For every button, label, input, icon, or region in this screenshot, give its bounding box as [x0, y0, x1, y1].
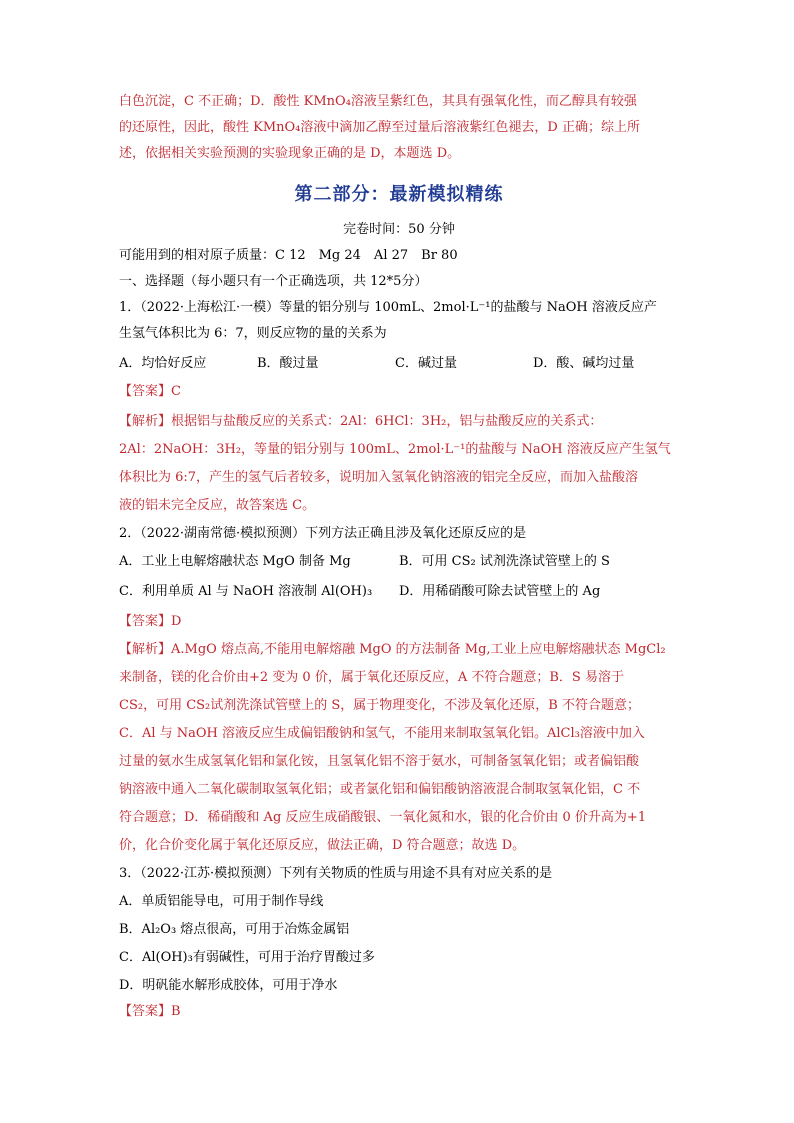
q1-answer: 【答案】C	[119, 384, 181, 399]
q1-analysis-line-4: 液的铝未完全反应，故答案选 C。	[119, 498, 316, 513]
q1-analysis-line-2: 2Al：2NaOH：3H₂，等量的铝分别与 100mL、2mol·L⁻¹的盐酸与 NaOH 溶液反应产生氢气	[119, 442, 671, 457]
q1-analysis-label: 【解析】	[119, 414, 172, 429]
q2-analysis-line-8: 价，化合价变化属于氧化还原反应，做法正确，D 符合题意；故选 D。	[119, 838, 526, 853]
part-heading: 一、选择题（每小题只有一个正确选项，共 12*5分）	[119, 274, 428, 289]
q2-option-a: A．工业上电解熔融状态 MgO 制备 Mg	[119, 554, 351, 569]
q2-analysis-line-5: 过量的氨水生成氢氧化铝和氯化铵，且氢氧化铝不溶于氨水，可制备氢氧化铝；或者偏铝酸	[119, 754, 640, 769]
q1-option-a: A．均恰好反应	[119, 356, 207, 371]
q2-analysis-line-7: 符合题意；D．稀硝酸和 Ag 反应生成硝酸银、一氧化氮和水，银的化合价由 0 价升高为+1	[119, 810, 647, 825]
q3-option-c: C．Al(OH)₃有弱碱性，可用于治疗胃酸过多	[119, 950, 375, 965]
q1-option-c: C．碱过量	[395, 356, 457, 371]
q3-option-d: D．明矾能水解形成胶体，可用于净水	[119, 978, 338, 993]
q1-option-d: D．酸、碱均过量	[533, 356, 635, 371]
q2-option-d: D．用稀硝酸可除去试管壁上的 Ag	[399, 584, 601, 599]
q3-option-b: B．Al₂O₃ 熔点很高，可用于冶炼金属铝	[119, 922, 350, 937]
q2-analysis-label: 【解析】	[119, 642, 172, 657]
q1-analysis-line-1	[119, 412, 602, 432]
q1-stem-line-1: 1．（2022·上海松江·一模）等量的铝分别与 100mL、2mol·L⁻¹的盐酸与 NaOH 溶液反应产	[119, 300, 657, 315]
q2-analysis-text-1: A.MgO 熔点高,不能用电解熔融 MgO 的方法制备 Mg,工业上应电解熔融状态 MgCl₂	[171, 642, 666, 657]
q2-analysis-line-2: 来制备，镁的化合价由+2 变为 0 价，属于氧化还原反应，A 不符合题意；B．S 易溶于	[119, 670, 624, 685]
q2-analysis-line-6: 钠溶液中通入二氧化碳制取氢氧化铝；或者氯化铝和偏铝酸钠溶液混合制取氢氧化铝，C 不	[119, 782, 641, 797]
q1-analysis-line-3: 体积比为 6:7，产生的氢气后者较多，说明加入氢氧化钠溶液的铝完全反应，而加入盐酸溶	[119, 470, 639, 485]
prev-line-2: 的还原性，因此，酸性 KMnO₄溶液中滴加乙醇至过量后溶液紫红色褪去，D 正确；综上所	[119, 120, 640, 135]
prev-line-1: 白色沉淀，C 不正确；D．酸性 KMnO₄溶液呈紫红色，其具有强氧化性，而乙醇具有较强	[119, 94, 637, 109]
atomic-masses: 可能用到的相对原子质量：C 12 Mg 24 Al 27 Br 80	[119, 248, 458, 263]
q2-answer: 【答案】D	[119, 614, 182, 629]
q1-analysis-text-1: 根据铝与盐酸反应的关系式：2Al：6HCl：3H₂，铝与盐酸反应的关系式：	[171, 414, 603, 429]
q1-stem-line-2: 生氢气体积比为 6：7，则反应物的量的关系为	[119, 326, 387, 341]
q2-option-c: C．利用单质 Al 与 NaOH 溶液制 Al(OH)₃	[119, 584, 373, 599]
q3-answer: 【答案】B	[119, 1004, 181, 1019]
q3-stem: 3．（2022·江苏·模拟预测）下列有关物质的性质与用途不具有对应关系的是	[119, 866, 553, 881]
q2-option-b: B．可用 CS₂ 试剂洗涤试管壁上的 S	[399, 554, 610, 569]
q2-analysis-line-1	[119, 640, 666, 660]
q3-option-a: A．单质铝能导电，可用于制作导线	[119, 894, 324, 909]
q2-analysis-line-3: CS₂，可用 CS₂试剂洗涤试管壁上的 S，属于物理变化，不涉及氧化还原，B 不符合题意；	[119, 698, 640, 713]
section-title: 第二部分：最新模拟精练	[294, 184, 504, 205]
time-note: 完卷时间：50 分钟	[343, 222, 455, 237]
q2-stem: 2．（2022·湖南常德·模拟预测）下列方法正确且涉及氧化还原反应的是	[119, 526, 527, 541]
prev-line-3: 述，依据相关实验预测的实验现象正确的是 D，本题选 D。	[119, 146, 461, 161]
q2-analysis-line-4: C．Al 与 NaOH 溶液反应生成偏铝酸钠和氢气，不能用来制取氢氧化铝。AlCl₃溶液中加入	[119, 726, 645, 741]
q1-option-b: B．酸过量	[257, 356, 319, 371]
